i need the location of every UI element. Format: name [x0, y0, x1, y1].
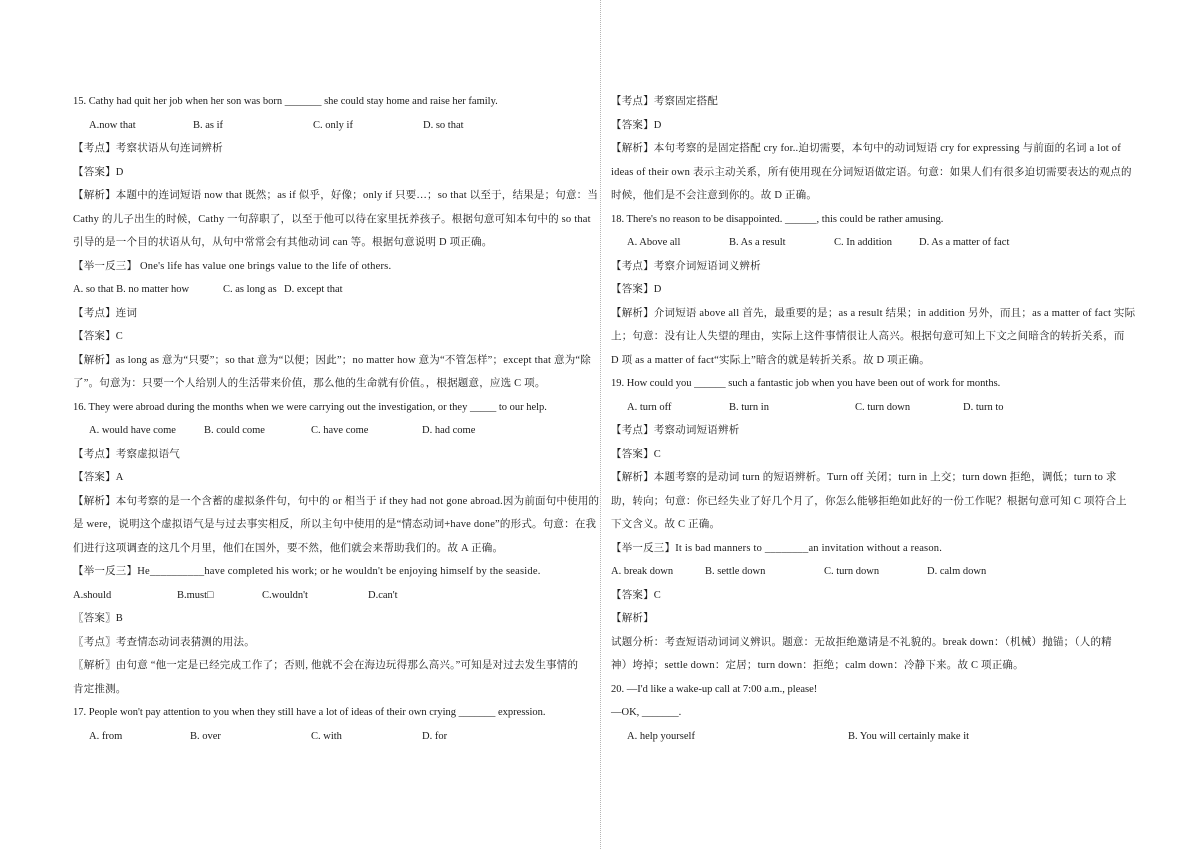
option-d: D. As a matter of fact: [919, 237, 1010, 248]
kaodian-18: 【考点】考察介词短语词义辨析: [611, 260, 761, 272]
option-c: C. as long as: [223, 284, 277, 295]
option-d: D. calm down: [927, 566, 987, 577]
question-17-options: [73, 729, 561, 753]
option-ab: A. so that B. no matter how: [73, 284, 190, 295]
option-a: A.should: [73, 589, 112, 601]
option-b: B. could come: [204, 425, 265, 436]
option-c: C. turn down: [855, 401, 911, 413]
option-a: A. from: [89, 730, 123, 742]
jiexi-17-line2: ideas of their own 表示主动关系，所有使用现在分词短语做定语。句意：如果人们有很多迫切需要表达的观点的: [611, 166, 1132, 178]
answer-19: 【答案】C: [611, 448, 662, 460]
extra-answer-16: 〖答案〗B: [73, 613, 124, 624]
jiexi-18-line1: 【解析】介词短语 above all 首先，最重要的是；as a result 结果；in addition 另外，而且；as a matter of fact 实际: [611, 307, 1136, 319]
option-c: C.wouldn't: [262, 589, 308, 601]
kaodian-19: 【考点】考察动词短语辨析: [611, 425, 740, 436]
kaodian-17: 【考点】考察固定搭配: [611, 96, 718, 107]
question-18-options: [611, 235, 1129, 259]
jiexi-15-line1: 【解析】本题中的连词短语 now that 既然；as if 似乎，好像；only if 只要…；so that 以至于，结果是；句意：当: [73, 190, 599, 201]
question-20-options: [611, 729, 1129, 753]
option-d: D. had come: [422, 425, 476, 436]
extra-question-15-options: [73, 282, 561, 306]
option-b: B. over: [190, 730, 221, 742]
answer-17: 【答案】D: [611, 119, 662, 131]
option-c: C. only if: [313, 119, 353, 131]
question-20-reply: —OK, _______.: [611, 707, 682, 718]
jiexi-16-line3: 们进行这项调查的这几个月里，他们在国外，要不然，他们就会来帮助我们的。故 A 正确。: [73, 542, 504, 554]
answer-16: 【答案】A: [73, 472, 124, 483]
answer-18: 【答案】D: [611, 284, 662, 295]
jiexi-15-line2: Cathy 的儿子出生的时候，Cathy 一句辞职了，以至于他可以待在家里抚养孩子。根据句意可知本句中的 so that: [73, 213, 591, 225]
question-17: 17. People won't pay attention to you when they still have a lot of ideas of their own crying _______ expression.: [73, 707, 546, 718]
jiexi-15-line3: 引导的是一个目的状语从句，从句中常常会有其他动词 can 等。根据句意说明 D 项正确。: [73, 237, 493, 248]
option-b: B. as if: [193, 119, 224, 131]
jiexi-19-line3: 下文含义。故 C 正确。: [611, 519, 721, 530]
jiexi-16-line1: 【解析】本句考察的是一个含蓄的虚拟条件句，句中的 or 相当于 if they had not gone abroad.因为前面句中使用的: [73, 495, 600, 507]
left-column: [73, 94, 600, 752]
extra-jiexi-19-head: 【解析】: [611, 613, 654, 624]
option-b: B. You will certainly make it: [848, 730, 970, 742]
option-c: C. have come: [311, 425, 369, 436]
extra-jiexi-15-line2: 了”。句意为：只要一个人给别人的生活带来价值，那么他的生命就有价值。，根据题意，应选 C 项。: [73, 378, 546, 389]
extra-jiexi-19-line2: 神）垮掉；settle down：定居；turn down：拒绝；calm down：冷静下来。故 C 项正确。: [611, 660, 1024, 671]
question-18: 18. There's no reason to be disappointed. ______, this could be rather amusing.: [611, 213, 944, 225]
option-d: D. for: [422, 730, 448, 742]
extra-kaodian-16: 〖考点〗考查情态动词表猜测的用法。: [73, 636, 255, 648]
option-a: A. help yourself: [627, 730, 695, 742]
question-19-options: [611, 400, 1129, 424]
extra-jiexi-16-line1: 〖解析〗由句意 “他一定是已经完成工作了；否则, 他就不会在海边玩得那么高兴。”可知是对过去发生事情的: [73, 660, 579, 671]
jiexi-16-line2: 是 were，说明这个虚拟语气是与过去事实相反，所以主句中使用的是“情态动词+have done”的形式。句意：在我: [73, 519, 597, 530]
jiexi-19-line2: 助，转向；句意：你已经失业了好几个月了，你怎么能够拒绝如此好的一份工作呢？根据句意可知 C 项符合上: [611, 495, 1127, 507]
option-d: D. so that: [423, 119, 464, 131]
option-d: D. turn to: [963, 401, 1004, 413]
extra-jiexi-19-line1: 试题分析：考查短语动词词义辨识。题意：无故拒绝邀请是不礼貌的。break down：（机械）抛锚；（人的精: [611, 636, 1112, 648]
jiexi-17-line3: 时候，他们是不会注意到你的。故 D 正确。: [611, 190, 818, 201]
option-b: B. settle down: [705, 566, 766, 577]
kaodian-16: 【考点】考察虚拟语气: [73, 448, 180, 460]
question-15: 15. Cathy had quit her job when her son was born _______ she could stay home and raise her family.: [73, 96, 498, 107]
right-column: [611, 94, 1136, 752]
option-d: D. except that: [284, 284, 343, 295]
extra-kaodian-15: 【考点】连词: [73, 307, 138, 319]
option-a: A. Above all: [627, 237, 681, 248]
option-a: A. turn off: [627, 401, 672, 413]
option-c: C. In addition: [834, 237, 893, 248]
extra-question-16: 【举一反三】He__________have completed his work; or he wouldn't be enjoying himself by the seaside.: [73, 566, 541, 577]
extra-answer-19: 【答案】C: [611, 589, 662, 601]
jiexi-18-line2: 上；句意：没有让人失望的理由，实际上这件事情很让人高兴。根据句意可知上下文之间暗含的转折关系，而: [611, 331, 1125, 342]
extra-question-15: 【举一反三】 One's life has value one brings value to the life of others.: [73, 260, 392, 272]
question-16-options: [73, 423, 561, 447]
option-a: A.now that: [89, 119, 136, 131]
option-b: B. turn in: [729, 401, 769, 413]
option-d: D.can't: [368, 589, 398, 601]
jiexi-17-line1: 【解析】本句考察的是固定搭配 cry for..迫切需要，本句中的动词短语 cry for expressing 与前面的名词 a lot of: [611, 143, 1121, 154]
option-c: C. turn down: [824, 566, 880, 577]
extra-answer-15: 【答案】C: [73, 331, 124, 342]
question-15-options: [73, 118, 561, 142]
question-20: 20. —I'd like a wake-up call at 7:00 a.m., please!: [611, 683, 818, 695]
option-b: B. As a result: [729, 237, 786, 248]
option-c: C. with: [311, 730, 342, 742]
extra-jiexi-15-line1: 【解析】as long as 意为“只要”；so that 意为“以便；因此”；no matter how 意为“不管怎样”；except that 意为“除: [73, 354, 591, 366]
option-a: A. would have come: [89, 425, 176, 436]
option-b: B.must□: [177, 589, 214, 601]
extra-question-19: 【举一反三】It is bad manners to ________an invitation without a reason.: [611, 542, 943, 554]
option-a: A. break down: [611, 566, 674, 577]
page-divider: [600, 0, 601, 849]
jiexi-18-line3: D 项 as a matter of fact“实际上”暗含的就是转折关系。故 D 项正确。: [611, 354, 930, 366]
question-19: 19. How could you ______ such a fantastic job when you have been out of work for months.: [611, 378, 1001, 389]
extra-question-19-options: [611, 564, 1129, 588]
answer-15: 【答案】D: [73, 166, 124, 178]
jiexi-19-line1: 【解析】本题考察的是动词 turn 的短语辨析。Turn off 关闭；turn in 上交；turn down 拒绝，调低；turn to 求: [611, 472, 1117, 483]
extra-jiexi-16-line2: 肯定推测。: [73, 683, 127, 695]
question-16: 16. They were abroad during the months when we were carrying out the investigation, or they _____ to our help.: [73, 401, 547, 413]
extra-question-16-options: [73, 588, 561, 612]
kaodian-15: 【考点】考察状语从句连词辨析: [73, 143, 223, 154]
